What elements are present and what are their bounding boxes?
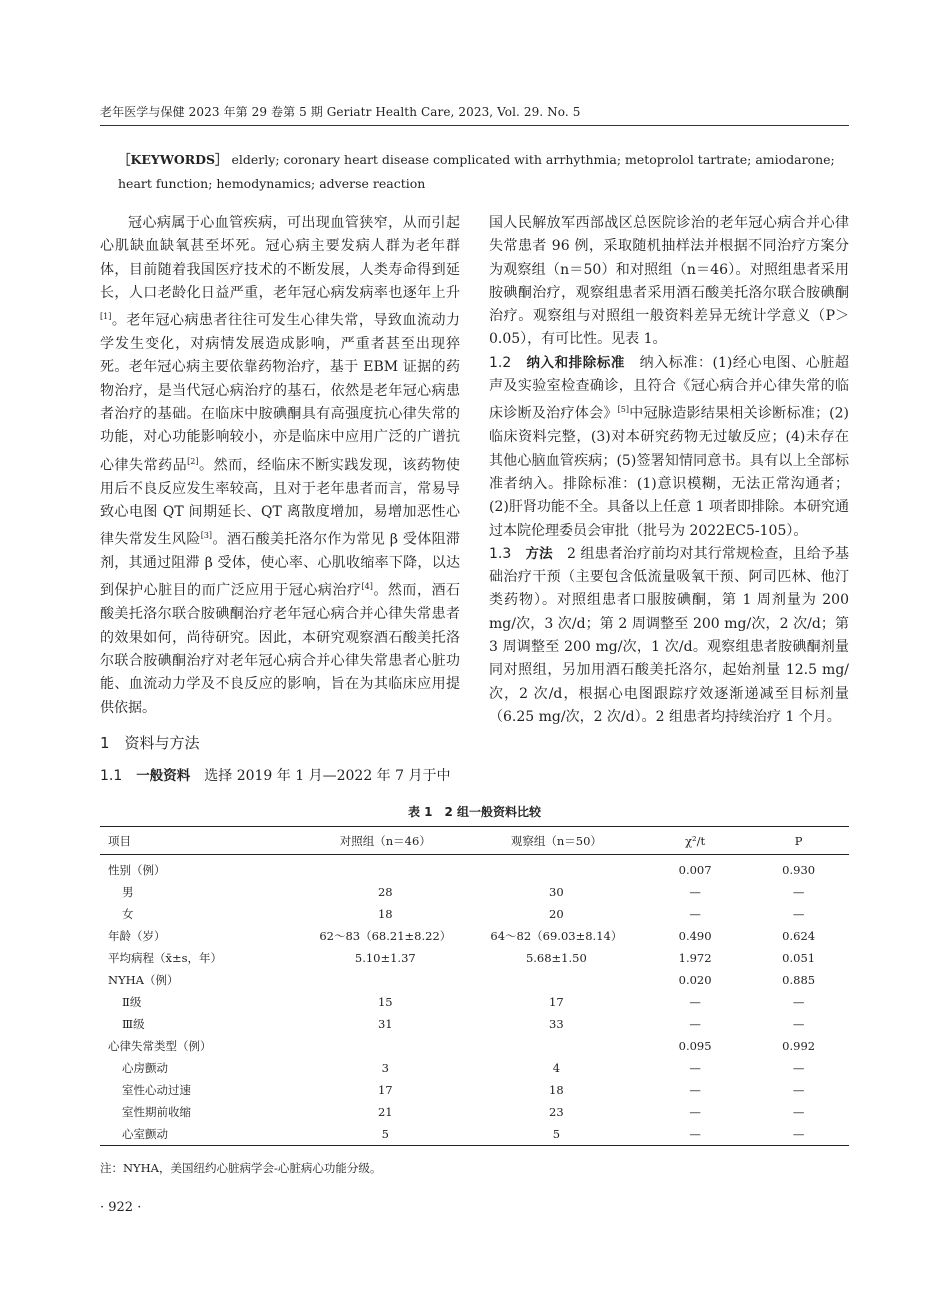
intro-paragraph <box>100 212 460 720</box>
table-cell: 15 <box>377 995 393 1009</box>
page-number: · 922 · <box>100 1200 142 1215</box>
table-cell: — <box>689 907 701 921</box>
table-cell: — <box>689 1127 701 1141</box>
table-cell: — <box>792 885 805 899</box>
table-cell: 心律失常类型（例） <box>108 1039 212 1053</box>
table-cell: — <box>792 995 805 1009</box>
table-row <box>100 925 849 947</box>
table-cell: 5 <box>552 1127 561 1141</box>
table-row <box>100 1101 849 1123</box>
table-row <box>100 855 849 882</box>
subsection-number: 1.3 <box>489 545 512 562</box>
table-row <box>100 881 849 903</box>
subsection-1-1 <box>100 765 460 788</box>
subsection-title: 方法 <box>525 545 553 562</box>
table-row <box>100 947 849 969</box>
header-cell: 项目 <box>108 833 131 848</box>
table-cell <box>300 969 471 991</box>
table-note: 注：NYHA，美国纽约心脏病学会-心脏病心功能分级。 <box>100 1161 382 1175</box>
table-cell: 年龄（岁） <box>108 929 166 943</box>
table-cell <box>300 855 471 882</box>
subsection-text: 纳入标准：(1)经心电图、心脏超声及实验室检查确诊，且符合《冠心病合并心律失常的临床诊断及治疗体会》 <box>489 354 850 423</box>
subsection-1-3 <box>489 543 849 729</box>
table-cell: 0.930 <box>782 863 816 877</box>
table-cell: — <box>792 1127 805 1141</box>
table-cell: 平均病程（x̄±s，年） <box>108 951 223 965</box>
table-cell: 5 <box>381 1127 389 1141</box>
citation-2[interactable]: [2] <box>187 456 199 466</box>
table-cell: 心房颤动 <box>122 1061 168 1075</box>
table-cell: — <box>689 1061 701 1075</box>
header-cell: χ²/t <box>685 833 706 848</box>
table-cell: — <box>689 1083 701 1097</box>
table-cell <box>471 969 642 991</box>
header-cell: 对照组（n＝46） <box>339 833 431 848</box>
table-cell: 23 <box>549 1105 564 1119</box>
table-cell: 17 <box>549 995 564 1009</box>
table-cell: — <box>792 907 805 921</box>
table-cell: 男 <box>122 885 134 899</box>
table-row <box>100 991 849 1013</box>
header-cell: P <box>794 833 803 848</box>
table-row <box>100 1035 849 1057</box>
table-cell: — <box>792 1061 805 1075</box>
table-cell: — <box>689 1105 701 1119</box>
table-cell: 1.972 <box>678 951 712 965</box>
table-row <box>100 1057 849 1079</box>
running-header: 老年医学与保健 2023 年第 29 卷第 5 期 Geriatr Health Care, 2023, Vol. 29. No. 5 <box>100 105 581 119</box>
table-cell: 28 <box>377 885 393 899</box>
subsection-text: 2 组患者治疗前均对其行常规检查，且给予基础治疗干预（主要包含低流量吸氧干预、阿司匹林、他汀类药物）。对照组患者口服胺碘酮，第 1 周剂量为 200 mg/次，3 次/d；第 2 周调整至 200 mg/次，2 次/d；第 3 周调整至 200 mg/次，1 次/d。观察组患者胺碘酮剂量同对照组，另加用酒石酸美托洛尔，起始剂量 12.5 mg/次，2 次/d，根据心电图跟踪疗效逐渐递减至目标剂量（6.25 mg/次，2 次/d）。2 组患者均持续治疗 1 个月。 <box>489 545 849 725</box>
table-cell: 64～82（69.03±8.14） <box>490 929 623 943</box>
table-cell: 18 <box>549 1083 564 1097</box>
subsection-number: 1.1 <box>100 768 123 785</box>
table-cell: 20 <box>549 907 564 921</box>
table-cell: 0.992 <box>782 1039 816 1053</box>
baseline-table <box>100 826 849 1146</box>
keywords-block <box>118 148 849 196</box>
citation-1[interactable]: [1] <box>100 312 112 322</box>
intro-text-3: 。然而，经临床不断实践发现，该药物使用后不良反应发生率较高，且对于老年患者而言，常易导致心电图 QT 间期延长、QT 离散度增加，易增加恶性心律失常发生风险 <box>100 457 461 548</box>
table-cell: 室性心动过速 <box>122 1083 191 1097</box>
citation-4[interactable]: [4] <box>361 582 373 592</box>
intro-text-4: 。酒石酸美托洛尔作为常见 β 受体阻滞剂，其通过阻滞 β 受体，使心率、心肌收缩率下降，以达到保护心脏目的而广泛应用于冠心病治疗 <box>100 531 461 600</box>
header-cell: 观察组（n＝50） <box>510 833 602 848</box>
table-cell: — <box>689 1017 701 1031</box>
citation-3[interactable]: [3] <box>200 531 213 541</box>
table-cell <box>300 1035 471 1057</box>
table-cell: 21 <box>377 1105 393 1119</box>
table-cell: — <box>689 995 701 1009</box>
left-column <box>100 212 460 788</box>
citation-5[interactable]: [5] <box>617 405 630 415</box>
table-cell: 18 <box>377 907 393 921</box>
table-cell: 性别（例） <box>108 863 166 877</box>
subsection-1-2 <box>489 352 849 543</box>
section-heading-1: 1 资料与方法 <box>100 733 200 752</box>
table-cell: 室性期前收缩 <box>122 1105 191 1119</box>
general-data-continued: 国人民解放军西部战区总医院诊治的老年冠心病合并心律失常患者 96 例，采取随机抽样法并根据不同治疗方案分为观察组（n＝50）和对照组（n＝46）。对照组患者采用胺碘酮治疗，观察组患者采用酒石酸美托洛尔联合胺碘酮治疗。观察组与对照组一般资料差异无统计学意义（P＞0.05），有可比性。见表 1。 <box>489 215 849 348</box>
table-caption: 表 1 2 组一般资料比较 <box>407 805 542 819</box>
table-cell: 33 <box>549 1017 564 1031</box>
table-cell: NYHA（例） <box>108 973 179 987</box>
table-cell: 0.095 <box>678 1039 712 1053</box>
header-rule <box>100 125 849 126</box>
keywords-text: elderly; coronary heart disease complicated with arrhythmia; metoprolol tartrate; amiodarone; heart function; hemodynamics; adverse reaction <box>118 152 835 191</box>
subsection-title: 纳入和排除标准 <box>526 354 626 371</box>
table-cell: — <box>792 1105 805 1119</box>
table-cell: 5.10±1.37 <box>354 951 416 965</box>
subsection-text: 中冠脉造影结果相关诊断标准；(2)临床资料完整，(3)对本研究药物无过敏反应；(4)未存在其他心脑血管疾病；(5)签署知情同意书。具有以上全部标准者纳入。排除标准：(1)意识模糊，无法正常沟通者；(2)肝肾功能不全。具备以上任意 1 项者即排除。本研究通过本院伦理委员会审批（批号为 2022EC5-105）。 <box>489 406 849 539</box>
table-header-row <box>100 827 849 855</box>
table-cell: 30 <box>549 885 564 899</box>
table-cell: 0.051 <box>782 951 816 965</box>
table-cell: 5.68±1.50 <box>525 951 587 965</box>
table-cell <box>471 855 642 882</box>
table-cell: 0.624 <box>782 929 816 943</box>
table-cell: 心室颤动 <box>122 1127 168 1141</box>
table-cell: 女 <box>122 907 134 921</box>
table-cell: — <box>792 1083 805 1097</box>
intro-text-1: 冠心病属于心血管疾病，可出现血管狭窄，从而引起心肌缺血缺氧甚至坏死。冠心病主要发病人群为老年群体，目前随着我国医疗技术的不断发展，人类寿命得到延长，人口老龄化日益严重，老年冠心病发病率也逐年上升 <box>100 215 460 301</box>
table-cell: 0.007 <box>678 863 712 877</box>
subsection-text: 选择 2019 年 1 月—2022 年 7 月于中 <box>204 768 451 785</box>
table-cell: 62～83（68.21±8.22） <box>319 929 452 943</box>
intro-text-5: 。然而，酒石酸美托洛尔联合胺碘酮治疗老年冠心病合并心律失常患者的效果如何，尚待研究。因此，本研究观察酒石酸美托洛尔联合胺碘酮治疗对老年冠心病合并心律失常患者心脏功能、血流动力学及不良反应的影响，旨在为其临床应用提供依据。 <box>100 583 461 716</box>
table-cell: 0.020 <box>678 973 712 987</box>
table-row <box>100 1013 849 1035</box>
right-column <box>489 212 849 729</box>
table-cell: 3 <box>381 1061 389 1075</box>
table-cell: 31 <box>377 1017 393 1031</box>
table-row <box>100 969 849 991</box>
subsection-number: 1.2 <box>489 354 512 371</box>
table-cell: 0.490 <box>678 929 712 943</box>
table-cell: — <box>689 885 701 899</box>
table-cell <box>471 1035 642 1057</box>
table-row <box>100 1123 849 1146</box>
table-cell: Ⅲ级 <box>122 1017 145 1031</box>
table-cell: 0.885 <box>782 973 816 987</box>
table-cell: 17 <box>377 1083 393 1097</box>
table-cell: Ⅱ级 <box>122 995 142 1009</box>
table-cell: 4 <box>552 1061 561 1075</box>
subsection-title: 一般资料 <box>136 768 191 785</box>
table-cell: — <box>792 1017 805 1031</box>
table-row <box>100 903 849 925</box>
table-row <box>100 1079 849 1101</box>
intro-text-2: 。老年冠心病患者往往可发生心律失常，导致血流动力学发生变化，对病情发展造成影响，严重者甚至出现猝死。老年冠心病主要依靠药物治疗，基于 EBM 证据的药物治疗，是当代冠心病治疗的基石，依然是老年冠心病患者治疗的基础。在临床中胺碘酮具有高强度抗心律失常的功能，对心功能影响较小，亦是临床中应用广泛的广谱抗心律失常药品 <box>100 312 460 474</box>
keywords-label: ［KEYWORDS］ <box>118 152 228 167</box>
